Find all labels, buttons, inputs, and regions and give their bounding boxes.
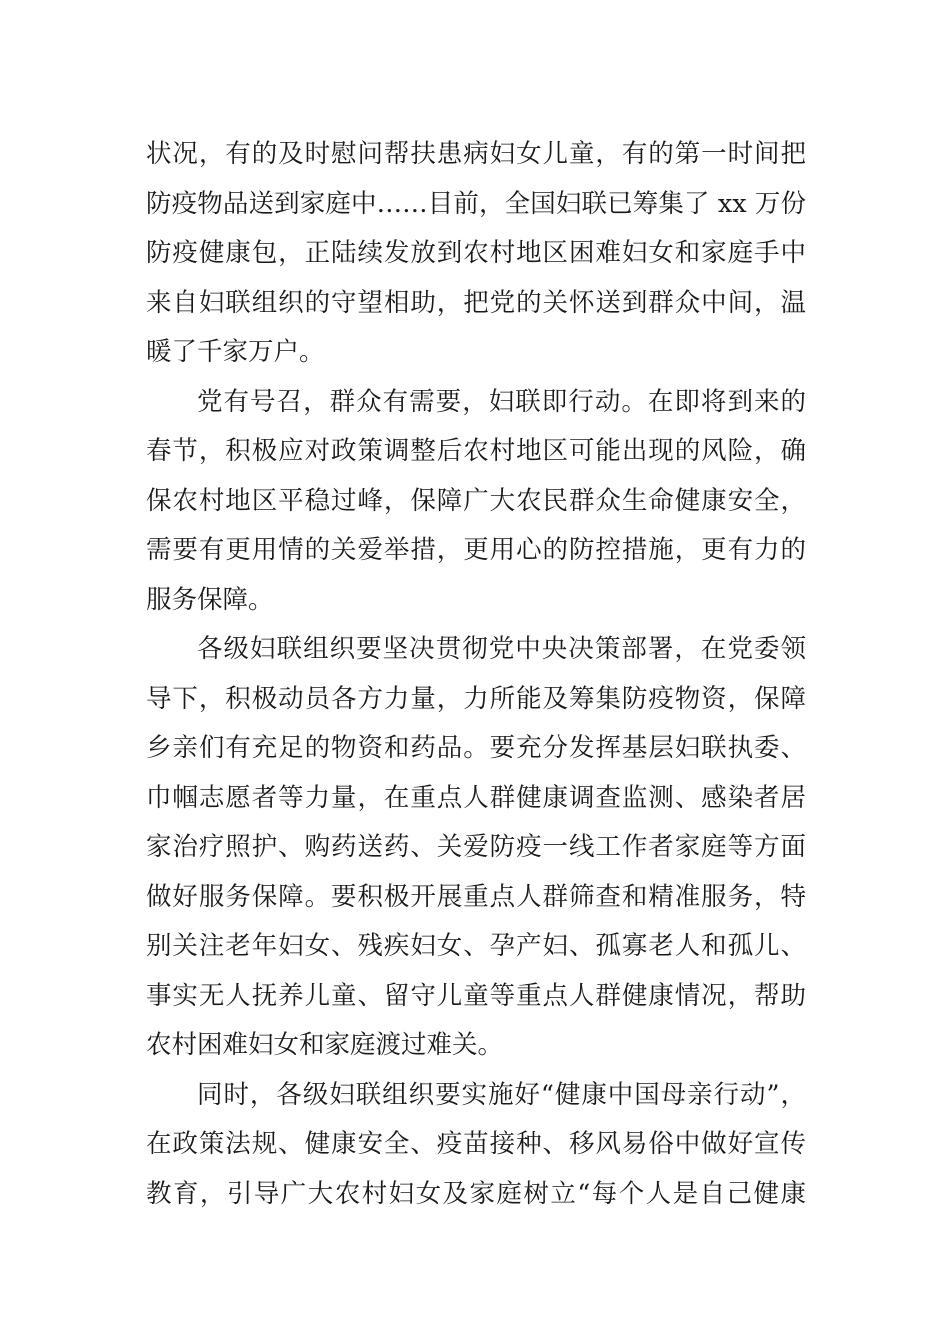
text-line: 暖了千家万户。 (146, 337, 325, 367)
text-line: 服务保障。 (146, 584, 274, 615)
text-line: 教育，引导广大农村妇女及家庭树立“每个人是自己健康 (146, 1178, 806, 1209)
text-line: 导下，积极动员各方力量，力所能及筹集防疫物资，保障 (146, 683, 806, 714)
text-line: 党有号召，群众有需要，妇联即行动。在即将到来的 (197, 386, 806, 417)
text-line: 做好服务保障。要积极开展重点人群筛查和精准服务，特 (146, 881, 806, 912)
text-line: 来自妇联组织的守望相助，把党的关怀送到群众中间，温 (146, 287, 806, 318)
text-line: 乡亲们有充足的物资和药品。要充分发挥基层妇联执委、 (146, 733, 806, 763)
text-line: 状况，有的及时慰问帮扶患病妇女儿童，有的第一时间把 (146, 139, 806, 169)
text-line: 各级妇联组织要坚决贯彻党中央决策部署，在党委领 (197, 634, 806, 664)
text-line: 同时，各级妇联组织要实施好“健康中国母亲行动”， (197, 1079, 806, 1110)
text-line: 巾帼志愿者等力量，在重点人群健康调查监测、感染者居 (146, 782, 806, 813)
text-line: 防疫物品送到家庭中……目前，全国妇联已筹集了 xx 万份 (146, 188, 806, 219)
body-text (146, 130, 806, 1219)
text-line: 防疫健康包，正陆续发放到农村地区困难妇女和家庭手中 (146, 238, 806, 268)
text-line: 在政策法规、健康安全、疫苗接种、移风易俗中做好宣传 (146, 1129, 806, 1159)
text-line: 需要有更用情的关爱举措，更用心的防控措施，更有力的 (146, 535, 806, 565)
text-line: 别关注老年妇女、残疾妇女、孕产妇、孤寡老人和孤儿、 (146, 931, 806, 961)
text-line: 家治疗照护、购药送药、关爱防疫一线工作者家庭等方面 (146, 832, 806, 862)
text-line: 农村困难妇女和家庭渡过难关。 (146, 1030, 504, 1060)
text-line: 保农村地区平稳过峰，保障广大农民群众生命健康安全， (146, 485, 806, 516)
text-line: 事实无人抚养儿童、留守儿童等重点人群健康情况，帮助 (146, 980, 806, 1011)
text-line: 春节，积极应对政策调整后农村地区可能出现的风险，确 (146, 436, 806, 466)
